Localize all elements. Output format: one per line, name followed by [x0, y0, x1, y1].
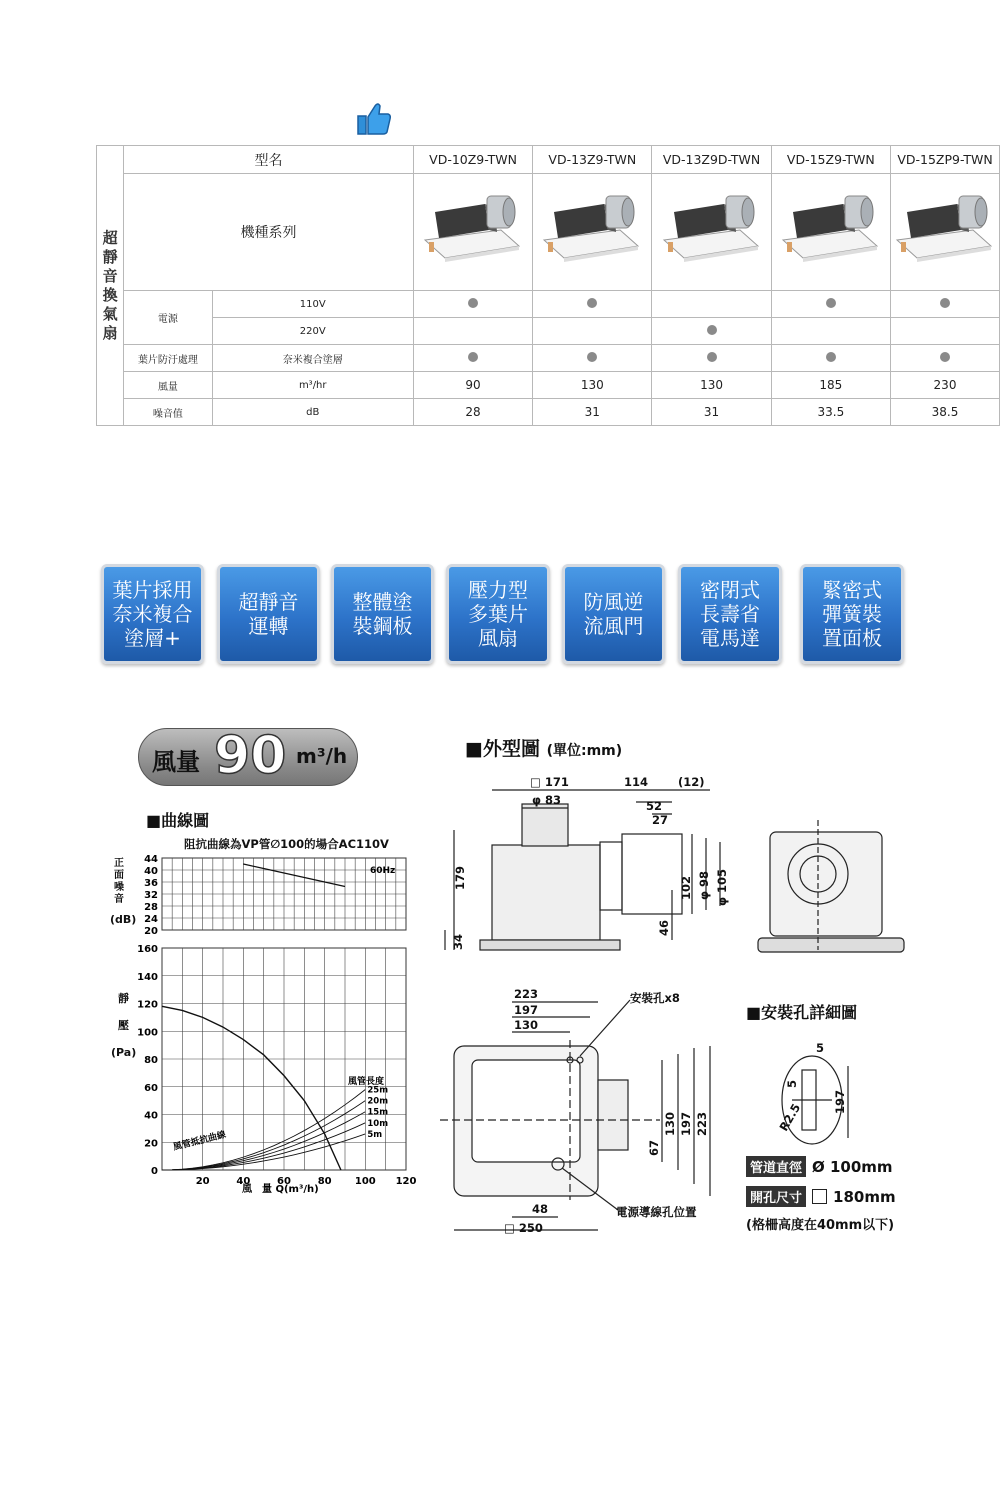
noise-value-4: 33.5	[771, 399, 890, 426]
dot-coating	[707, 352, 717, 362]
dim-phi98: φ 98	[697, 870, 711, 900]
dim-v130: 130	[663, 1111, 677, 1136]
fan-body-side	[492, 845, 600, 940]
dim-48: 48	[532, 1202, 549, 1216]
series-label: 機種系列	[124, 174, 414, 291]
dot-coating	[940, 352, 950, 362]
duct-pipe	[622, 834, 682, 914]
coating-label: 葉片防汙處理	[124, 345, 212, 372]
x-tick-label: 60	[277, 1176, 291, 1187]
outlet-side	[522, 804, 568, 846]
dim-130: 130	[514, 1018, 539, 1032]
dim-171: □ 171	[530, 775, 569, 789]
hole-detail-heading: ■安裝孔詳細圖	[746, 1003, 858, 1022]
noise-tick-label: 36	[144, 878, 158, 889]
dim-v223: 223	[695, 1111, 709, 1136]
dim-27: 27	[652, 813, 669, 827]
cell-coat-3	[652, 345, 771, 372]
fan-product-icon	[777, 190, 885, 274]
cell-220-2	[533, 318, 652, 345]
pressure-tick-label: 140	[137, 971, 158, 983]
noise-tick-label: 44	[144, 854, 158, 865]
fan-product-icon	[658, 190, 766, 274]
feature-badge-4: 壓力型 多葉片 風扇	[446, 564, 550, 664]
spec-table	[96, 145, 1000, 426]
dim-v197: 197	[679, 1111, 693, 1136]
model-4: VD-15Z9-TWN	[771, 146, 890, 174]
model-1: VD-10Z9-TWN	[413, 146, 532, 174]
cell-220-4	[771, 318, 890, 345]
flow-value-4: 185	[771, 372, 890, 399]
dot-coating	[587, 352, 597, 362]
curve-heading: ■曲線圖	[146, 811, 210, 830]
pressure-tick-label: 60	[144, 1082, 158, 1094]
cell-coat-4	[771, 345, 890, 372]
pressure-tick-label: 120	[137, 999, 158, 1011]
duct-length-label: 20m	[367, 1096, 389, 1107]
airflow-value: 90	[214, 726, 287, 786]
dim-52: 52	[646, 799, 663, 813]
grille-note: (格柵高度在40mm以下)	[746, 1218, 895, 1233]
flow-unit: m³/hr	[212, 372, 413, 399]
noise-tick-label: 28	[144, 902, 158, 913]
feature-badge-6: 密閉式 長壽省 電馬達	[678, 564, 782, 664]
duct-length-label: 25m	[367, 1085, 389, 1096]
pipe-spec	[746, 1156, 893, 1177]
dot-110	[826, 298, 836, 308]
flow-value-5: 230	[891, 372, 1000, 399]
freq-label: 60Hz	[370, 866, 396, 876]
duct-bottom	[598, 1080, 628, 1150]
drawing-heading-text: ■外型圖	[465, 738, 540, 760]
dim-114: 114	[624, 775, 649, 789]
feature-badge-3: 整體塗 裝鋼板	[331, 564, 434, 664]
flow-label: 風量	[124, 372, 212, 399]
pressure-tick-label: 40	[144, 1110, 158, 1122]
fan-image-4	[771, 174, 890, 291]
hole-r25: R2.5	[776, 1101, 804, 1134]
cell-coat-5	[891, 345, 1000, 372]
duct-length-label: 10m	[367, 1118, 389, 1129]
duct-length-label: 15m	[367, 1107, 389, 1118]
feature-badge-7: 緊密式 彈簧裝 置面板	[800, 564, 904, 664]
hole-5b: 5	[785, 1079, 799, 1088]
pipe-tag: 管道直徑	[746, 1156, 806, 1177]
model-3: VD-13Z9D-TWN	[652, 146, 771, 174]
dim-179: 179	[453, 865, 467, 890]
model-2: VD-13Z9-TWN	[533, 146, 652, 174]
fan-body-front	[770, 832, 882, 936]
pressure-axis-label-2: 壓	[118, 1019, 129, 1032]
power-label: 電源	[124, 291, 212, 345]
coating-value: 奈米複合塗層	[212, 345, 413, 372]
airflow-unit: m³/h	[296, 744, 348, 768]
dot-220	[707, 325, 717, 335]
hole-5a: 5	[816, 1041, 825, 1055]
pressure-tick-label: 0	[151, 1166, 158, 1177]
fan-image-2	[533, 174, 652, 291]
mount-holes-label: 安裝孔x8	[630, 991, 680, 1005]
x-tick-label: 100	[354, 1176, 376, 1187]
cell-110-1	[413, 291, 532, 318]
dim-34: 34	[451, 933, 465, 950]
cell-110-3	[652, 291, 771, 318]
opening-value: 180mm	[833, 1187, 896, 1206]
fan-image-5	[891, 174, 1000, 291]
fan-product-icon	[538, 190, 646, 274]
power-110-label: 110V	[212, 291, 413, 318]
cell-220-1	[413, 318, 532, 345]
dot-110	[587, 298, 597, 308]
drawing-heading	[465, 734, 622, 761]
dim-12: (12)	[678, 775, 705, 789]
pressure-tick-label: 20	[144, 1138, 158, 1150]
power-220-label: 220V	[212, 318, 413, 345]
airflow-label: 風量	[152, 748, 200, 776]
wire-hole-label: 電源導線孔位置	[616, 1205, 697, 1219]
cell-coat-1	[413, 345, 532, 372]
model-5: VD-15ZP9-TWN	[891, 146, 1000, 174]
resistance-label: 風管抵抗曲線	[172, 1130, 228, 1153]
pressure-tick-label: 80	[144, 1055, 158, 1066]
pressure-tick-label: 100	[137, 1027, 158, 1039]
x-tick-label: 120	[395, 1176, 417, 1187]
dim-250: □ 250	[504, 1221, 543, 1235]
inner-grille	[472, 1060, 580, 1162]
cell-110-2	[533, 291, 652, 318]
cell-110-5	[891, 291, 1000, 318]
duct-length-label: 5m	[367, 1129, 383, 1140]
noise-tick-label: 40	[144, 866, 158, 877]
header-label: 型名	[124, 146, 414, 174]
noise-tick-label: 24	[144, 914, 158, 925]
fan-image-3	[652, 174, 771, 291]
noise-value-3: 31	[652, 399, 771, 426]
side-title	[97, 146, 124, 426]
square-icon	[812, 1189, 827, 1204]
x-axis-label: 風 量 Q(m³/h)	[242, 1184, 319, 1195]
noise-axis-text: 正 面 噪 音	[114, 858, 124, 905]
dim-v67: 67	[647, 1139, 661, 1156]
cell-coat-2	[533, 345, 652, 372]
fan-product-icon	[419, 190, 527, 274]
dim-46: 46	[657, 919, 671, 936]
duct-length-label: 風管長度	[348, 1077, 385, 1087]
drawing-unit: (單位:mm)	[546, 743, 623, 759]
curve-subtitle: 阻抗曲線為VP管∅100的場合AC110V	[184, 837, 389, 851]
noise-value-5: 38.5	[891, 399, 1000, 426]
pressure-axis-label-1: 靜	[118, 992, 129, 1005]
dim-197: 197	[514, 1003, 539, 1017]
dot-110	[940, 298, 950, 308]
noise-axis-label	[114, 858, 128, 906]
flow-value-3: 130	[652, 372, 771, 399]
noise-unit: dB	[212, 399, 413, 426]
noise-value-1: 28	[413, 399, 532, 426]
noise-tick-label: 32	[144, 890, 158, 901]
dot-coating	[826, 352, 836, 362]
pipe-value: Ø 100mm	[812, 1157, 893, 1176]
dim-223: 223	[514, 987, 539, 1001]
grille-side	[480, 940, 620, 950]
side-title-text: 超 靜 音 換 氣 扇	[102, 228, 118, 342]
fan-product-icon	[891, 190, 999, 274]
flow-value-2: 130	[533, 372, 652, 399]
x-tick-label: 40	[236, 1176, 251, 1187]
noise-label: 噪音值	[124, 399, 212, 426]
cell-220-5	[891, 318, 1000, 345]
curves	[162, 864, 388, 1170]
cell-220-3	[652, 318, 771, 345]
dim-phi83: φ 83	[532, 793, 562, 807]
noise-value-2: 31	[533, 399, 652, 426]
dot-110	[468, 298, 478, 308]
noise-axis-unit: (dB)	[110, 913, 137, 926]
flow-value-1: 90	[413, 372, 532, 399]
dot-coating	[468, 352, 478, 362]
grille-front	[758, 938, 904, 952]
x-tick-label: 80	[317, 1176, 332, 1187]
dim-phi105: φ 105	[715, 868, 729, 906]
fan-image-1	[413, 174, 532, 291]
hole-197: 197	[833, 1089, 847, 1114]
pressure-axis-unit: (Pa)	[111, 1046, 137, 1059]
feature-badge-1: 葉片採用 奈米複合 塗層+	[101, 564, 204, 664]
opening-spec	[746, 1186, 896, 1207]
cell-110-4	[771, 291, 890, 318]
pressure-tick-label: 160	[137, 944, 158, 955]
noise-tick-label: 20	[144, 926, 158, 937]
feature-badge-2: 超靜音 運轉	[217, 564, 320, 664]
feature-badge-5: 防風逆 流風門	[562, 564, 665, 664]
dim-102: 102	[679, 875, 693, 900]
thumbs-up-icon	[356, 102, 392, 136]
performance-chart	[130, 850, 430, 1200]
opening-tag: 開孔尺寸	[746, 1186, 806, 1207]
x-tick-label: 20	[195, 1176, 210, 1187]
duct-collar	[600, 842, 622, 910]
